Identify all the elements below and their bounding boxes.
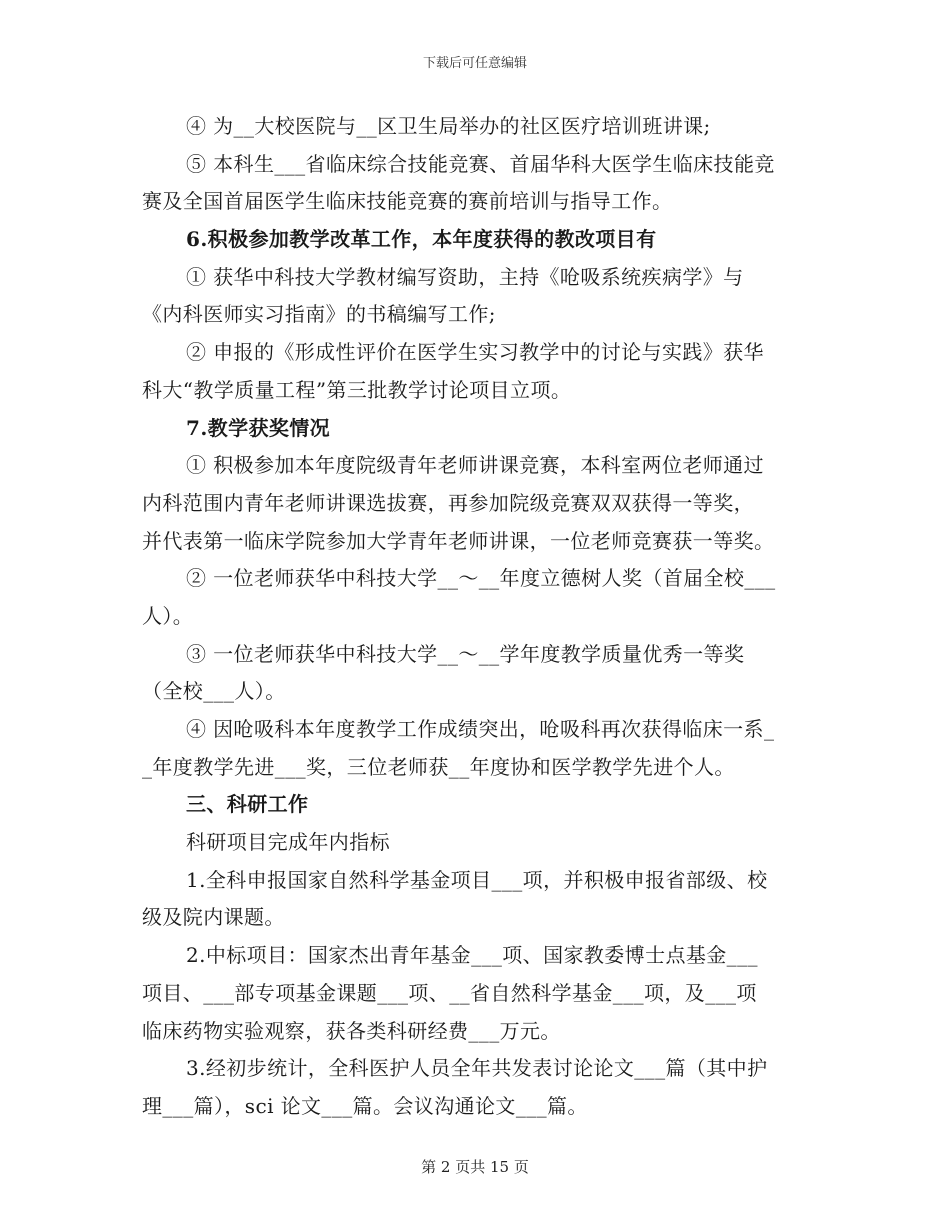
text-line: 理___篇），sci 论文___篇。会议沟通论文___篇。 [142, 1093, 588, 1118]
text-line: 3.经初步统计，全科医护人员全年共发表讨论论文___篇（其中护 [186, 1056, 768, 1081]
text-line: 科大“教学质量工程”第三批教学讨论项目立项。 [142, 377, 572, 402]
text-line: 并代表第一临床学院参加大学青年老师讲课，一位老师竞赛获一等奖。 [142, 528, 775, 553]
document-body [142, 108, 814, 1126]
text-line: 科研项目完成年内指标 [186, 830, 390, 855]
text-line: 《内科医师实习指南》的书稿编写工作; [142, 302, 496, 327]
section-heading: 6.积极参加教学改革工作，本年度获得的教改项目有 [186, 227, 657, 252]
text-line: 赛及全国首届医学生临床技能竞赛的赛前培训与指导工作。 [142, 189, 673, 214]
section-heading: 三、科研工作 [186, 792, 309, 817]
text-line: 临床药物实验观察，获各类科研经费___万元。 [142, 1018, 561, 1043]
text-line: ② 申报的《形成性评价在医学生实习教学中的讨论与实践》获华 [186, 340, 764, 365]
section-heading: 7.教学获奖情况 [186, 415, 331, 440]
text-line: 人）。 [142, 603, 194, 628]
text-line: 级及院内课题。 [142, 905, 285, 930]
text-line: ④ 因呛吸科本年度教学工作成绩突出，呛吸科再次获得临床一系_ [186, 717, 775, 741]
page-footer: 第 2 页共 15 页 [421, 1158, 529, 1176]
text-line: （全校___人）。 [142, 679, 286, 704]
page-header: 下载后可任意编辑 [422, 56, 527, 71]
text-line: 项目、___部专项基金课题___项、__省自然科学基金___项，及___项 [142, 980, 757, 1005]
text-line: ③ 一位老师获华中科技大学__～__学年度教学质量优秀一等奖 [186, 641, 745, 666]
text-line: ② 一位老师获华中科技大学__～__年度立德树人奖（首届全校___ [186, 566, 776, 591]
text-line: ① 获华中科技大学教材编写资助，主持《呛吸系统疾病学》与 [186, 264, 744, 289]
text-line: 内科范围内青年老师讲课选拔赛，再参加院级竞赛双双获得一等奖， [142, 490, 754, 515]
text-line: 1.全科申报国家自然科学基金项目___项，并积极申报省部级、校 [186, 867, 768, 892]
text-line: 2.中标项目：国家杰出青年基金___项、国家教委博士点基金___ [186, 943, 758, 968]
text-line: ① 积极参加本年度院级青年老师讲课竞赛，本科室两位老师通过 [186, 453, 764, 478]
text-line: _年度教学先进___奖，三位老师获__年度协和医学教学先进个人。 [142, 754, 735, 779]
text-line: ④ 为__大校医院与__区卫生局举办的社区医疗培训班讲课; [186, 114, 711, 138]
text-line: ⑤ 本科生___省临床综合技能竞赛、首届华科大医学生临床技能竞 [186, 151, 775, 176]
